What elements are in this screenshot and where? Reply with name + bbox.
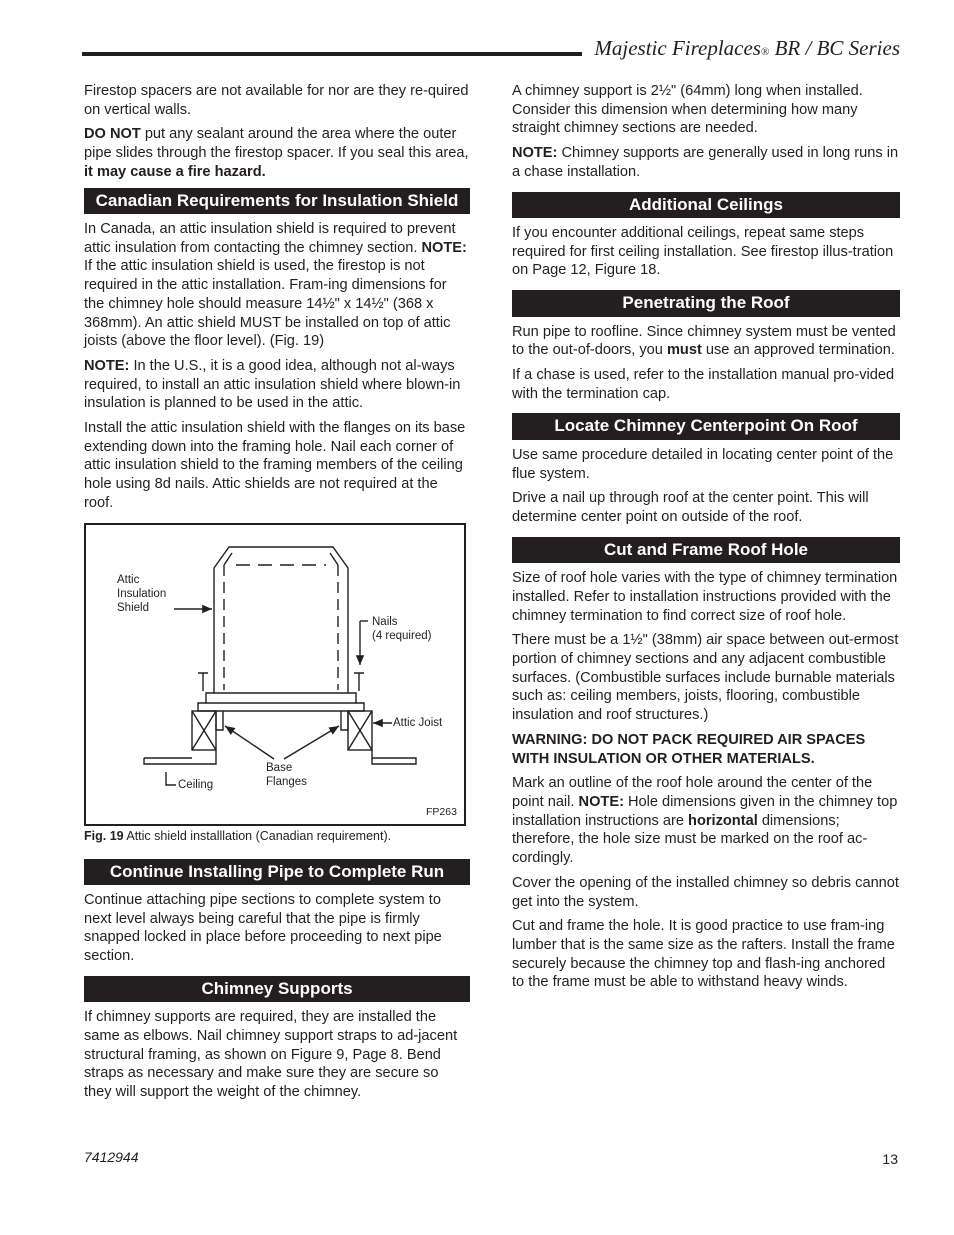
- paragraph: Install the attic insulation shield with the flanges on its base extending down into the framing hole. Nail each corner of attic insulation shield to the framing members of the ceiling hole using 8d nails. Attic shields are not required at the roof.: [84, 420, 466, 511]
- paragraph: Use same procedure detailed in locating center point of the flue system.: [512, 446, 894, 482]
- paragraph: NOTE: In the U.S., it is a good idea, although not al-ways required, to install an attic insulation shield where blown-in insulation is planned to be used in the attic.: [84, 357, 461, 412]
- paragraph: Run pipe to roofline. Since chimney system must be vented to the out-of-doors, you must use an approved termination.: [512, 323, 896, 359]
- page-header: [82, 36, 900, 66]
- paragraph: Size of roof hole varies with the type of chimney termination installed. Refer to installation instructions provided with the chimney termination to find correct size of roof hole.: [512, 570, 898, 624]
- document-number: 7412944: [84, 1149, 139, 1165]
- right-column: [512, 82, 900, 998]
- heading-additional-ceilings: Additional Ceilings: [512, 192, 900, 219]
- paragraph: NOTE: Chimney supports are generally used in long runs in a chase installation.: [512, 145, 899, 180]
- heading-canadian-requirements: Canadian Requirements for Insulation Shield: [84, 188, 470, 215]
- warning-text: WARNING: DO NOT PACK REQUIRED AIR SPACES WITH INSULATION OR OTHER MATERIALS.: [512, 731, 866, 767]
- paragraph: DO NOT put any sealant around the area where the outer pipe slides through the firestop spacer. If you seal this area, it may cause a fire hazard.: [84, 126, 469, 180]
- paragraph: Continue attaching pipe sections to complete system to next level always being careful that the pipe is firmly snapped locked in place before proceeding to next pipe section.: [84, 892, 442, 965]
- paragraph: If a chase is used, refer to the installation manual pro-vided with the termination cap.: [512, 367, 895, 402]
- header-registered-mark: ®: [760, 46, 770, 58]
- figure-caption: Fig. 19 Attic shield installlation (Canadian requirement).: [84, 828, 392, 843]
- page-number: 13: [882, 1151, 898, 1167]
- label-attic-joist: Attic Joist: [393, 716, 443, 729]
- figure-code: FP263: [426, 805, 457, 818]
- heading-continue-installing: Continue Installing Pipe to Complete Run: [84, 859, 470, 886]
- paragraph: In Canada, an attic insulation shield is required to prevent attic insulation from contacting the chimney section. NOTE: If the attic insulation shield is used, the firestop is not required in the attic installation. Fram-ing dimensions for the chimney hole should measure 14½" x 14½" (368 x 368mm). An attic shield MUST be installed on top of attic joists (above the floor level). (Fig. 19): [84, 221, 467, 350]
- left-column: [84, 82, 470, 1108]
- label-attic-insulation-shield: Attic Insulation Shield: [117, 573, 167, 614]
- paragraph: Firestop spacers are not available for nor are they re-quired on vertical walls.: [84, 83, 469, 118]
- label-base-flanges: Base Flanges: [266, 761, 307, 788]
- header-rule: [82, 52, 582, 56]
- label-ceiling: Ceiling: [178, 778, 214, 791]
- figure-attic-shield: [84, 523, 466, 826]
- paragraph: If chimney supports are required, they are installed the same as elbows. Nail chimney support straps to ad-jacent structural framing, as shown on Figure 9, Page 8. Bend straps as necessary and make sure they are secure so they will support the weight of the chimney.: [84, 1009, 458, 1101]
- paragraph: Mark an outline of the roof hole around the center of the point nail. NOTE: Hole dimensions given in the chimney top installation instructions are horizontal dimensions; therefore, the hole size must be marked on the roof ac-cordingly.: [512, 775, 898, 867]
- paragraph: Cover the opening of the installed chimney so debris cannot get into the system.: [512, 874, 899, 910]
- header-title: [594, 36, 900, 61]
- heading-locate-centerpoint: Locate Chimney Centerpoint On Roof: [512, 413, 900, 440]
- label-nails: Nails (4 required): [372, 615, 432, 642]
- heading-chimney-supports: Chimney Supports: [84, 976, 470, 1003]
- heading-cut-frame-roof-hole: Cut and Frame Roof Hole: [512, 537, 900, 564]
- paragraph: There must be a 1½" (38mm) air space between out-ermost portion of chimney sections and any adjacent combustible surfaces. (Combustible surfaces include burnable materials such as: ceiling members, joists, flooring, combustible insulation and roof structures.): [512, 632, 899, 724]
- paragraph: If you encounter additional ceilings, repeat same steps required for first ceiling installation. See firestop illus-tration on Page 12, Figure 18.: [512, 225, 894, 279]
- header-brand: Majestic Fireplaces: [594, 36, 761, 60]
- paragraph: Cut and frame the hole. It is good practice to use fram-ing lumber that is the same size as the rafters. Install the frame securely because the chimney top and flash-ing anchored to the frame must be able to withstand heavy winds.: [512, 918, 895, 991]
- paragraph: A chimney support is 2½" (64mm) long when installed. Consider this dimension when determining how many straight chimney sections are needed.: [512, 83, 863, 137]
- heading-penetrating-roof: Penetrating the Roof: [512, 290, 900, 317]
- header-series: BR / BC Series: [769, 36, 900, 60]
- paragraph: Drive a nail up through roof at the center point. This will determine center point on outside of the roof.: [512, 490, 869, 526]
